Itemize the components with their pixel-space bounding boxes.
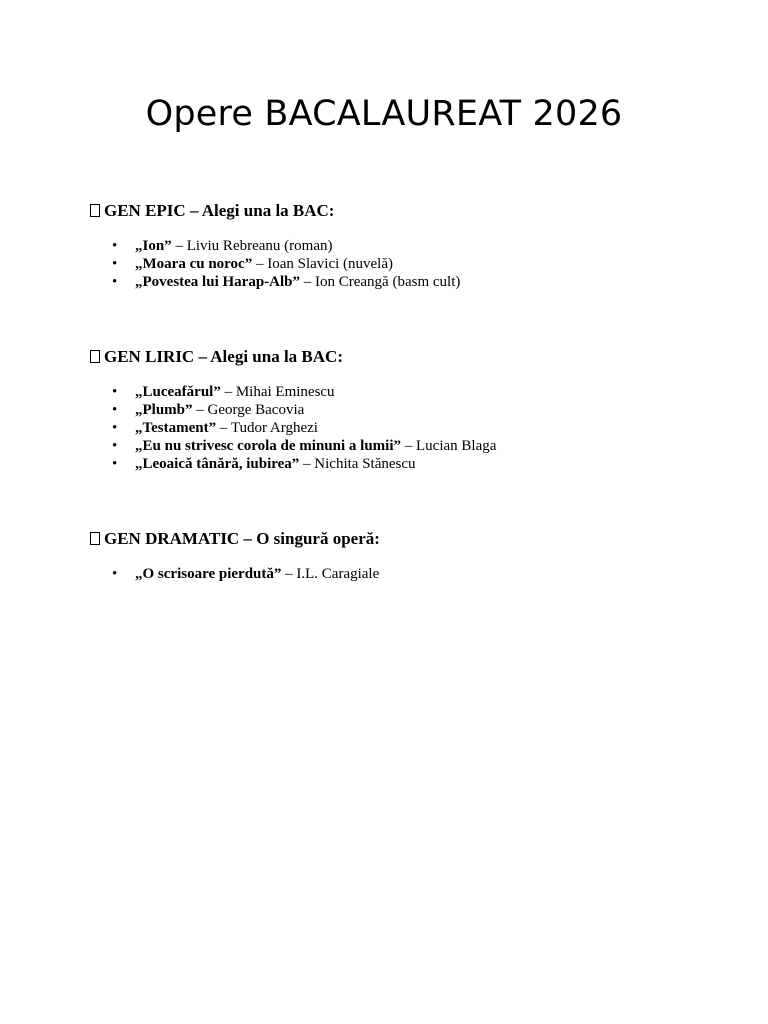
bullet-icon: • — [112, 402, 118, 418]
work-author: – Lucian Blaga — [401, 438, 497, 454]
bullet-icon: • — [112, 256, 118, 272]
work-author: – Ion Creangă (basm cult) — [300, 274, 461, 290]
work-title: „Luceafărul” — [135, 384, 221, 400]
list-item — [90, 273, 730, 291]
bullet-icon: • — [112, 420, 118, 436]
work-title: „Moara cu noroc” — [135, 256, 253, 272]
bullet-icon: • — [112, 566, 118, 582]
work-title: „Testament” — [135, 420, 217, 436]
section-heading — [90, 200, 730, 222]
list-item — [90, 455, 730, 473]
work-title: „Leoaică tânără, iubirea” — [135, 456, 300, 472]
missing-glyph-icon — [90, 350, 100, 363]
section-gen-liric — [90, 346, 730, 473]
list-item — [90, 237, 730, 255]
work-title: „Plumb” — [135, 402, 193, 418]
bullet-icon: • — [112, 438, 118, 454]
missing-glyph-icon — [90, 532, 100, 545]
list-item — [90, 401, 730, 419]
work-author: – George Bacovia — [192, 402, 305, 418]
list-item — [90, 565, 730, 583]
list-item — [90, 437, 730, 455]
bullet-icon: • — [112, 384, 118, 400]
list-item — [90, 255, 730, 273]
section-heading — [90, 346, 730, 368]
section-heading-text: GEN LIRIC – Alegi una la BAC: — [104, 347, 343, 366]
work-title: „Povestea lui Harap-Alb” — [135, 274, 300, 290]
section-gen-epic — [90, 200, 730, 291]
list-item — [90, 383, 730, 401]
list-item — [90, 419, 730, 437]
works-list — [90, 237, 730, 291]
section-heading-text: GEN DRAMATIC – O singură operă: — [104, 529, 380, 548]
section-gen-dramatic — [90, 528, 730, 583]
work-title: „Ion” — [135, 238, 172, 254]
section-heading-text: GEN EPIC – Alegi una la BAC: — [104, 201, 335, 220]
work-author: – Tudor Arghezi — [216, 420, 318, 436]
works-list — [90, 383, 730, 473]
bullet-icon: • — [112, 238, 118, 254]
missing-glyph-icon — [90, 204, 100, 217]
work-title: „Eu nu strivesc corola de minuni a lumii” — [135, 438, 402, 454]
work-author: – Nichita Stănescu — [299, 456, 416, 472]
work-author: – Ioan Slavici (nuvelă) — [252, 256, 393, 272]
section-heading — [90, 528, 730, 550]
bullet-icon: • — [112, 274, 118, 290]
work-author: – I.L. Caragiale — [281, 566, 380, 582]
work-author: – Mihai Eminescu — [220, 384, 335, 400]
work-author: – Liviu Rebreanu (roman) — [171, 238, 333, 254]
page-title: Opere BACALAUREAT 2026 — [145, 94, 623, 134]
bullet-icon: • — [112, 456, 118, 472]
work-title: „O scrisoare pierdută” — [135, 566, 282, 582]
works-list — [90, 565, 730, 583]
